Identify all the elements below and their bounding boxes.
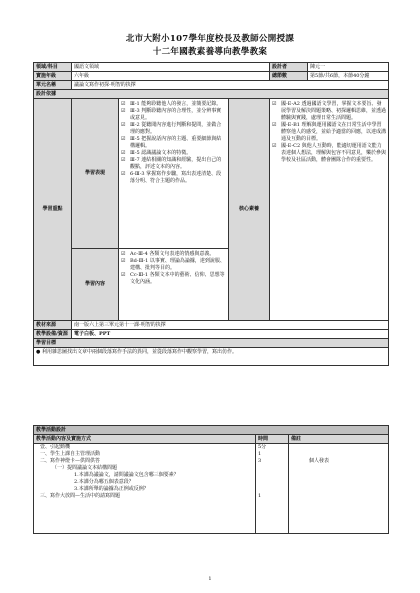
activity-row-text: 3.本課所舉的論據為正例或反例？ <box>74 486 149 492</box>
performance-item <box>121 136 226 150</box>
designer-label: 設計者 <box>270 63 308 72</box>
core-label: 核心素養 <box>229 99 270 321</box>
content-item <box>121 258 226 272</box>
core-item-text: 國-E-C2 與他人互動時，能適切運用語文能力表達個人想法，理解與包容不同意見，樂於參與學校及社區活動，體會團隊合作的重要性。 <box>281 143 387 163</box>
activity-row-time <box>258 465 286 472</box>
performance-item <box>121 150 226 157</box>
activity-row-note <box>291 451 386 458</box>
equipment-label: 教學設備/資源 <box>34 330 72 339</box>
domain-label: 領域/科目 <box>34 63 72 72</box>
core-item <box>272 101 386 122</box>
source-label: 教材來源 <box>34 321 72 330</box>
performance-list <box>121 101 226 185</box>
goal-text: 利用雜思圖找出文章中兩個段落寫作手法的異同，並從段落寫作中觀察學習，寫出仿作。 <box>41 349 237 355</box>
activity-row-time <box>258 472 286 479</box>
sessions-value: 第5節/共6節，本節40分鐘 <box>308 72 389 81</box>
core-item <box>272 122 386 143</box>
core-item-text: 國-E-A2 透過國語文學習，掌握文本要旨、發展學習及解決問題策略、初探邏輯思維，並透過體驗與實踐，處理日常生活問題。 <box>281 101 387 121</box>
activity-row-time: 5分 <box>258 444 267 450</box>
checkbox-icon: ☑ <box>121 171 126 177</box>
activity-row-time <box>258 479 286 486</box>
activity-row-text: 1.本課為議論文，請問議論文包含哪三個要素？ <box>74 472 179 478</box>
activity-row-time: 3 <box>258 458 262 464</box>
content-list <box>121 251 226 286</box>
activity-row-text: 壹、引起動機 <box>40 444 71 450</box>
checkbox-icon: ☑ <box>121 136 126 142</box>
unit-value: 議論文寫作初探-明智的抉擇 <box>72 81 389 90</box>
checkbox-icon: ☑ <box>121 122 126 128</box>
core-item <box>272 143 386 164</box>
activity-content-cell <box>34 444 256 534</box>
checkbox-icon: ☑ <box>121 108 126 114</box>
sessions-label: 總節數 <box>270 72 308 81</box>
content-item-text: Cc-Ⅲ-1 各類文本中的藝術、信仰、思想等文化內涵。 <box>130 272 225 285</box>
checkbox-icon: ☑ <box>121 157 126 163</box>
grade-value: 六年級 <box>72 72 270 81</box>
focus-label: 學習重點 <box>34 99 72 321</box>
checkbox-icon: ☑ <box>121 251 126 257</box>
checkbox-icon: ☑ <box>121 150 126 156</box>
page-number: 1 <box>208 576 212 582</box>
performance-item-text: 6-Ⅲ-3 掌握寫作步驟，寫出表達清楚、段落分明、符合主題的作品。 <box>130 171 222 184</box>
activity-time-cell <box>256 444 289 534</box>
grade-label: 實施年級 <box>34 72 72 81</box>
activity-note-cell <box>289 444 389 534</box>
basis-section-label: 設計依據 <box>34 90 389 99</box>
content-item-text: Ac-Ⅲ-4 各類文句表達的情感與意義。 <box>130 251 215 257</box>
activity-row-note <box>291 486 386 493</box>
activity-table <box>33 425 389 534</box>
performance-item <box>121 108 226 122</box>
activity-row-time: 1 <box>258 493 262 499</box>
goal-bullet-icon: ● <box>36 349 41 355</box>
col-time-header: 時間 <box>256 435 289 444</box>
content-item <box>121 272 226 286</box>
performance-item <box>121 157 226 171</box>
activity-row-note <box>291 472 386 479</box>
performance-item-text: Ⅲ-1 能夠聆聽他人的發言，並簡要記錄。 <box>130 101 222 107</box>
unit-label: 單元名稱 <box>34 81 72 90</box>
performance-item <box>121 122 226 136</box>
checkbox-icon: ☑ <box>272 122 277 128</box>
performance-item-text: Ⅲ-7 連結相關的知識和經驗，提出自己的觀點，評述文本的內容。 <box>130 157 222 170</box>
performance-item-text: Ⅲ-5 認識議論文本的特徵。 <box>130 150 192 156</box>
content-item-text: Bd-Ⅲ-1 以事實、理論為論據，達到說服、建構、批判等目的。 <box>130 258 225 271</box>
designer-value: 陳元一 <box>308 63 389 72</box>
col-content-header: 教學活動內容及實施方式 <box>34 435 256 444</box>
lesson-plan-table <box>33 62 389 366</box>
activity-row-text: 三、寫作大放問—生活中的請寫問題 <box>40 493 121 499</box>
performance-item-text: Ⅲ-2 從聽聞內容進行判斷和提問，並做合理的應對。 <box>130 122 222 135</box>
performance-label: 學習表現 <box>72 99 119 249</box>
content-item <box>121 251 226 258</box>
activity-row-time <box>258 486 286 493</box>
activity-row-note: 個人發表 <box>309 458 330 464</box>
activity-row-text: （一）提問議論文本結構問題 <box>52 465 118 471</box>
activity-row-note <box>291 493 386 500</box>
domain-value: 國語文領域 <box>72 63 270 72</box>
activity-row-text: 二、寫作神燈卡—供問供答 <box>40 458 101 464</box>
goal-label: 學習目標 <box>34 339 389 348</box>
doc-title-line1: 北市大附小107學年度校長及教師公開授課 <box>125 34 295 44</box>
performance-item-text: Ⅲ-3 判斷聆聽內容的合理性，並分辨事實或意見。 <box>130 108 222 121</box>
source-value: 南一版六上第三單元第十一課-明智的抉擇 <box>72 321 389 330</box>
performance-item-text: Ⅲ-5 把握說話內容的主題、重要細節與結構邏輯。 <box>130 136 222 149</box>
activity-section-label: 教學活動設計 <box>34 426 389 435</box>
performance-item <box>121 171 226 185</box>
core-competency-list <box>272 101 386 164</box>
doc-title-line2: 十二年國教素養導向教學教案 <box>152 47 268 57</box>
checkbox-icon: ☑ <box>121 101 126 107</box>
activity-row-note <box>291 479 386 486</box>
core-item-text: 國-E-B1 理解與運用國語文在日常生活中學習體察他人的感受，並給予適當的回應，以達成溝通及互動的目標。 <box>281 122 387 142</box>
activity-row-text: 2.本課分為哪五個表意段？ <box>74 479 134 485</box>
checkbox-icon: ☑ <box>272 143 277 149</box>
content-label: 學習內容 <box>72 249 119 321</box>
activity-row-note <box>291 465 386 472</box>
checkbox-icon: ☑ <box>272 101 277 107</box>
activity-row-text: 一、學生上課自主管理活動 <box>40 451 101 457</box>
col-note-header: 備註 <box>289 435 389 444</box>
activity-row-note <box>291 444 386 451</box>
checkbox-icon: ☑ <box>121 272 126 278</box>
performance-item <box>121 101 226 108</box>
equipment-value: 電子白板、PPT <box>72 330 389 339</box>
checkbox-icon: ☑ <box>121 258 126 264</box>
activity-row-time: 1 <box>258 451 262 457</box>
